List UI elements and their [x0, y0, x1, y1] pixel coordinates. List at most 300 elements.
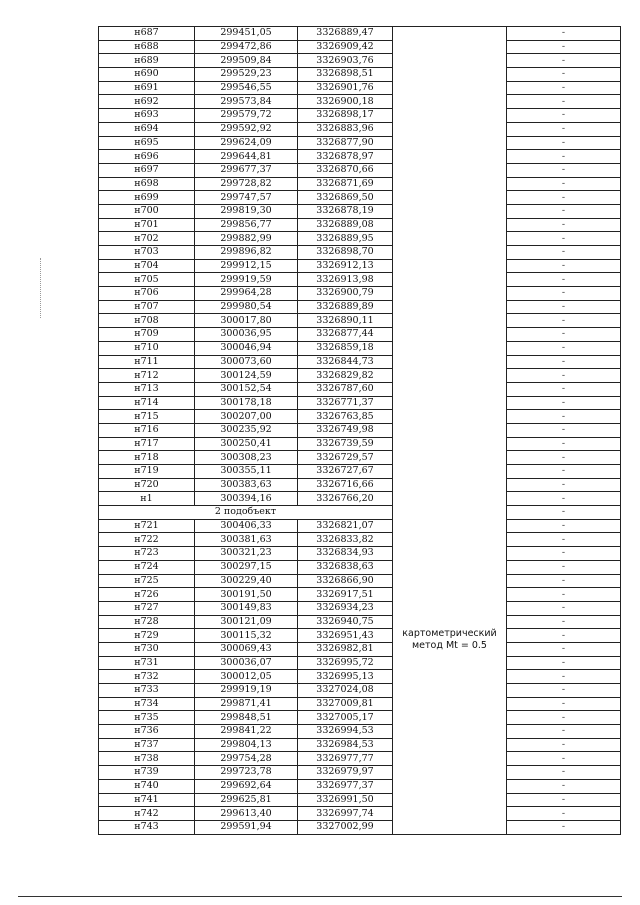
table-row	[99, 109, 621, 123]
table-row	[99, 328, 621, 342]
accuracy-dash: -	[507, 396, 621, 410]
coord-y: 3326934,23	[298, 601, 393, 615]
point-id: н702	[99, 232, 195, 246]
accuracy-dash: -	[507, 492, 621, 506]
accuracy-dash: -	[507, 437, 621, 451]
coord-y: 3326995,13	[298, 670, 393, 684]
coord-y: 3326994,53	[298, 725, 393, 739]
table-row	[99, 670, 621, 684]
coord-y: 3326900,79	[298, 287, 393, 301]
coord-y: 3326716,66	[298, 478, 393, 492]
table-row	[99, 725, 621, 739]
table-row	[99, 273, 621, 287]
point-id: н725	[99, 574, 195, 588]
accuracy-dash: -	[507, 122, 621, 136]
point-id: н733	[99, 684, 195, 698]
coord-x: 300207,00	[195, 410, 298, 424]
table-row	[99, 779, 621, 793]
coord-y: 3327005,17	[298, 711, 393, 725]
accuracy-dash: -	[507, 314, 621, 328]
table-row	[99, 533, 621, 547]
coord-x: 300073,60	[195, 355, 298, 369]
coord-y: 3326766,20	[298, 492, 393, 506]
coord-y: 3326787,60	[298, 382, 393, 396]
coord-y: 3326871,69	[298, 177, 393, 191]
point-id: н696	[99, 150, 195, 164]
point-id: н693	[99, 109, 195, 123]
accuracy-dash: -	[507, 629, 621, 643]
coord-x: 299882,99	[195, 232, 298, 246]
coord-y: 3326991,50	[298, 793, 393, 807]
coord-x: 300321,23	[195, 547, 298, 561]
accuracy-dash: -	[507, 506, 621, 520]
accuracy-dash: -	[507, 423, 621, 437]
point-id: н736	[99, 725, 195, 739]
coord-x: 300191,50	[195, 588, 298, 602]
table-row	[99, 300, 621, 314]
point-id: н697	[99, 163, 195, 177]
coord-y: 3326979,97	[298, 766, 393, 780]
table-row	[99, 711, 621, 725]
point-id: н712	[99, 369, 195, 383]
coord-y: 3326829,82	[298, 369, 393, 383]
coord-x: 300036,95	[195, 328, 298, 342]
coord-x: 299472,86	[195, 40, 298, 54]
accuracy-dash: -	[507, 259, 621, 273]
accuracy-dash: -	[507, 560, 621, 574]
point-id: н716	[99, 423, 195, 437]
coord-y: 3326870,66	[298, 163, 393, 177]
coord-x: 299579,72	[195, 109, 298, 123]
accuracy-dash: -	[507, 382, 621, 396]
accuracy-dash: -	[507, 519, 621, 533]
point-id: н692	[99, 95, 195, 109]
coord-x: 299819,30	[195, 204, 298, 218]
method-note	[393, 208, 506, 652]
accuracy-dash: -	[507, 738, 621, 752]
coord-y: 3326898,70	[298, 246, 393, 260]
point-id: н737	[99, 738, 195, 752]
point-id: н698	[99, 177, 195, 191]
accuracy-dash: -	[507, 752, 621, 766]
point-id: н709	[99, 328, 195, 342]
table-row	[99, 68, 621, 82]
accuracy-dash: -	[507, 656, 621, 670]
point-id: н687	[99, 27, 195, 41]
coord-x: 299896,82	[195, 246, 298, 260]
coord-x: 299677,37	[195, 163, 298, 177]
coord-y: 3326977,37	[298, 779, 393, 793]
table-row	[99, 423, 621, 437]
table-row	[99, 684, 621, 698]
coord-x: 299613,40	[195, 807, 298, 821]
accuracy-dash: -	[507, 287, 621, 301]
coord-x: 300383,63	[195, 478, 298, 492]
point-id: н740	[99, 779, 195, 793]
accuracy-dash: -	[507, 328, 621, 342]
coord-x: 300036,07	[195, 656, 298, 670]
table-row	[99, 177, 621, 191]
point-id: н720	[99, 478, 195, 492]
coord-x: 300017,80	[195, 314, 298, 328]
point-id: н699	[99, 191, 195, 205]
table-row	[99, 451, 621, 465]
accuracy-dash: -	[507, 81, 621, 95]
table-row	[99, 369, 621, 383]
table-row	[99, 246, 621, 260]
point-id: н714	[99, 396, 195, 410]
point-id: н703	[99, 246, 195, 260]
table-row	[99, 697, 621, 711]
coord-y: 3326900,18	[298, 95, 393, 109]
table-row	[99, 355, 621, 369]
table-row	[99, 163, 621, 177]
table-row	[99, 601, 621, 615]
table-row	[99, 492, 621, 506]
table-row	[99, 396, 621, 410]
coord-y: 3326890,11	[298, 314, 393, 328]
table-row	[99, 218, 621, 232]
point-id: н741	[99, 793, 195, 807]
table-row	[99, 560, 621, 574]
table-row	[99, 81, 621, 95]
coord-x: 300152,54	[195, 382, 298, 396]
point-id: н743	[99, 820, 195, 834]
bottom-rule	[18, 896, 622, 897]
coord-x: 299841,22	[195, 725, 298, 739]
coord-y: 3326866,90	[298, 574, 393, 588]
coord-x: 299804,13	[195, 738, 298, 752]
point-id: н738	[99, 752, 195, 766]
point-id: н739	[99, 766, 195, 780]
accuracy-dash: -	[507, 820, 621, 834]
accuracy-dash: -	[507, 273, 621, 287]
table-row	[99, 656, 621, 670]
accuracy-dash: -	[507, 451, 621, 465]
table-row	[99, 547, 621, 561]
table-row	[99, 54, 621, 68]
coord-x: 300046,94	[195, 341, 298, 355]
point-id: н724	[99, 560, 195, 574]
table-row	[99, 122, 621, 136]
table-row	[99, 588, 621, 602]
point-id: н734	[99, 697, 195, 711]
point-id: н719	[99, 465, 195, 479]
accuracy-dash: -	[507, 109, 621, 123]
accuracy-dash: -	[507, 793, 621, 807]
coord-x: 299747,57	[195, 191, 298, 205]
coord-x: 300250,41	[195, 437, 298, 451]
coord-x: 299451,05	[195, 27, 298, 41]
accuracy-dash: -	[507, 766, 621, 780]
coord-y: 3326984,53	[298, 738, 393, 752]
coord-y: 3326912,13	[298, 259, 393, 273]
method-cell	[393, 27, 507, 835]
coord-y: 3326977,77	[298, 752, 393, 766]
table-row	[99, 793, 621, 807]
accuracy-dash: -	[507, 369, 621, 383]
coord-y: 3326995,72	[298, 656, 393, 670]
point-id: н727	[99, 601, 195, 615]
table-row	[99, 232, 621, 246]
table-row	[99, 136, 621, 150]
coord-x: 299919,59	[195, 273, 298, 287]
table-row	[99, 752, 621, 766]
accuracy-dash: -	[507, 341, 621, 355]
point-id: н711	[99, 355, 195, 369]
point-id: н718	[99, 451, 195, 465]
accuracy-dash: -	[507, 684, 621, 698]
coord-y: 3326917,51	[298, 588, 393, 602]
coord-x: 300297,15	[195, 560, 298, 574]
coordinates-table-body	[99, 27, 621, 835]
coord-y: 3326833,82	[298, 533, 393, 547]
coord-x: 299592,92	[195, 122, 298, 136]
coord-y: 3326883,96	[298, 122, 393, 136]
coord-x: 299912,15	[195, 259, 298, 273]
accuracy-dash: -	[507, 95, 621, 109]
coord-x: 299919,19	[195, 684, 298, 698]
table-row	[99, 465, 621, 479]
coord-x: 300394,16	[195, 492, 298, 506]
coord-y: 3326903,76	[298, 54, 393, 68]
coord-x: 299591,94	[195, 820, 298, 834]
coord-y: 3326901,76	[298, 81, 393, 95]
point-id: н1	[99, 492, 195, 506]
coord-y: 3327024,08	[298, 684, 393, 698]
coord-x: 299723,78	[195, 766, 298, 780]
accuracy-dash: -	[507, 574, 621, 588]
table-row	[99, 382, 621, 396]
coord-y: 3326951,43	[298, 629, 393, 643]
accuracy-dash: -	[507, 670, 621, 684]
table-row	[99, 410, 621, 424]
accuracy-dash: -	[507, 410, 621, 424]
point-id: н722	[99, 533, 195, 547]
table-row	[99, 40, 621, 54]
table-row	[99, 150, 621, 164]
coord-x: 300178,18	[195, 396, 298, 410]
coord-y: 3326763,85	[298, 410, 393, 424]
coord-x: 299848,51	[195, 711, 298, 725]
coord-y: 3326982,81	[298, 642, 393, 656]
table-row	[99, 341, 621, 355]
coord-x: 299509,84	[195, 54, 298, 68]
coord-x: 300229,40	[195, 574, 298, 588]
accuracy-dash: -	[507, 533, 621, 547]
coord-y: 3326889,08	[298, 218, 393, 232]
accuracy-dash: -	[507, 725, 621, 739]
point-id: н717	[99, 437, 195, 451]
coord-x: 299546,55	[195, 81, 298, 95]
coord-y: 3326889,95	[298, 232, 393, 246]
coord-x: 299529,23	[195, 68, 298, 82]
accuracy-dash: -	[507, 300, 621, 314]
method-line-1: картометрический	[402, 628, 497, 640]
coord-x: 300406,33	[195, 519, 298, 533]
accuracy-dash: -	[507, 232, 621, 246]
coord-y: 3326997,74	[298, 807, 393, 821]
accuracy-dash: -	[507, 588, 621, 602]
accuracy-dash: -	[507, 68, 621, 82]
accuracy-dash: -	[507, 163, 621, 177]
table-row	[99, 629, 621, 643]
coord-x: 299728,82	[195, 177, 298, 191]
table-row	[99, 615, 621, 629]
coord-y: 3326838,63	[298, 560, 393, 574]
coord-y: 3326913,98	[298, 273, 393, 287]
coord-y: 3326739,59	[298, 437, 393, 451]
coord-y: 3326727,67	[298, 465, 393, 479]
table-row	[99, 807, 621, 821]
accuracy-dash: -	[507, 40, 621, 54]
coord-x: 300121,09	[195, 615, 298, 629]
coord-y: 3326821,07	[298, 519, 393, 533]
point-id: н731	[99, 656, 195, 670]
table-row	[99, 478, 621, 492]
accuracy-dash: -	[507, 601, 621, 615]
table-row	[99, 191, 621, 205]
point-id: н735	[99, 711, 195, 725]
point-id: н695	[99, 136, 195, 150]
point-id: н715	[99, 410, 195, 424]
method-line-2: метод Mt = 0.5	[412, 640, 487, 652]
point-id: н694	[99, 122, 195, 136]
point-id: н729	[99, 629, 195, 643]
accuracy-dash: -	[507, 246, 621, 260]
table-row	[99, 287, 621, 301]
coord-y: 3326878,97	[298, 150, 393, 164]
coord-x: 299856,77	[195, 218, 298, 232]
accuracy-dash: -	[507, 465, 621, 479]
table-row	[99, 437, 621, 451]
point-id: н688	[99, 40, 195, 54]
coord-y: 3326889,89	[298, 300, 393, 314]
point-id: н730	[99, 642, 195, 656]
point-id: н710	[99, 341, 195, 355]
coord-y: 3326898,17	[298, 109, 393, 123]
accuracy-dash: -	[507, 191, 621, 205]
point-id: н700	[99, 204, 195, 218]
point-id: н704	[99, 259, 195, 273]
point-id: н732	[99, 670, 195, 684]
coord-y: 3326729,57	[298, 451, 393, 465]
coord-y: 3326877,90	[298, 136, 393, 150]
accuracy-dash: -	[507, 177, 621, 191]
coord-y: 3327002,99	[298, 820, 393, 834]
accuracy-dash: -	[507, 218, 621, 232]
coord-y: 3326898,51	[298, 68, 393, 82]
coord-x: 300069,43	[195, 642, 298, 656]
coordinates-table	[98, 26, 621, 835]
coord-y: 3326869,50	[298, 191, 393, 205]
point-id: н723	[99, 547, 195, 561]
section-row	[99, 506, 621, 520]
coord-x: 299754,28	[195, 752, 298, 766]
coord-x: 300355,11	[195, 465, 298, 479]
accuracy-dash: -	[507, 204, 621, 218]
accuracy-dash: -	[507, 150, 621, 164]
table-row	[99, 519, 621, 533]
accuracy-dash: -	[507, 697, 621, 711]
section-title: 2 подобъект	[99, 506, 393, 520]
coord-x: 299980,54	[195, 300, 298, 314]
table-row	[99, 314, 621, 328]
coord-x: 300012,05	[195, 670, 298, 684]
accuracy-dash: -	[507, 807, 621, 821]
coord-x: 300124,59	[195, 369, 298, 383]
coord-x: 300308,23	[195, 451, 298, 465]
accuracy-dash: -	[507, 615, 621, 629]
coord-y: 3326878,19	[298, 204, 393, 218]
coord-x: 299964,28	[195, 287, 298, 301]
coord-y: 3326749,98	[298, 423, 393, 437]
accuracy-dash: -	[507, 642, 621, 656]
coord-y: 3326844,73	[298, 355, 393, 369]
point-id: н713	[99, 382, 195, 396]
table-row	[99, 27, 621, 41]
accuracy-dash: -	[507, 478, 621, 492]
point-id: н726	[99, 588, 195, 602]
point-id: н689	[99, 54, 195, 68]
point-id: н728	[99, 615, 195, 629]
coord-y: 3326834,93	[298, 547, 393, 561]
coord-x: 300149,83	[195, 601, 298, 615]
accuracy-dash: -	[507, 27, 621, 41]
table-row	[99, 738, 621, 752]
margin-mark	[40, 258, 42, 318]
coord-x: 299692,64	[195, 779, 298, 793]
point-id: н706	[99, 287, 195, 301]
table-row	[99, 95, 621, 109]
coord-y: 3326859,18	[298, 341, 393, 355]
accuracy-dash: -	[507, 779, 621, 793]
accuracy-dash: -	[507, 136, 621, 150]
point-id: н691	[99, 81, 195, 95]
accuracy-dash: -	[507, 54, 621, 68]
coord-y: 3326889,47	[298, 27, 393, 41]
table-row	[99, 204, 621, 218]
coord-y: 3327009,81	[298, 697, 393, 711]
table-row	[99, 574, 621, 588]
point-id: н742	[99, 807, 195, 821]
point-id: н701	[99, 218, 195, 232]
coord-x: 299625,81	[195, 793, 298, 807]
table-row	[99, 766, 621, 780]
point-id: н690	[99, 68, 195, 82]
coord-x: 300381,63	[195, 533, 298, 547]
point-id: н721	[99, 519, 195, 533]
point-id: н705	[99, 273, 195, 287]
table-row	[99, 642, 621, 656]
coord-x: 299624,09	[195, 136, 298, 150]
coord-x: 299573,84	[195, 95, 298, 109]
table-row	[99, 259, 621, 273]
point-id: н708	[99, 314, 195, 328]
accuracy-dash: -	[507, 547, 621, 561]
point-id: н707	[99, 300, 195, 314]
coord-x: 299644,81	[195, 150, 298, 164]
accuracy-dash: -	[507, 355, 621, 369]
coord-x: 300235,92	[195, 423, 298, 437]
coord-y: 3326877,44	[298, 328, 393, 342]
coord-x: 299871,41	[195, 697, 298, 711]
coord-x: 300115,32	[195, 629, 298, 643]
coord-y: 3326940,75	[298, 615, 393, 629]
coord-y: 3326771,37	[298, 396, 393, 410]
coord-y: 3326909,42	[298, 40, 393, 54]
table-row	[99, 820, 621, 834]
